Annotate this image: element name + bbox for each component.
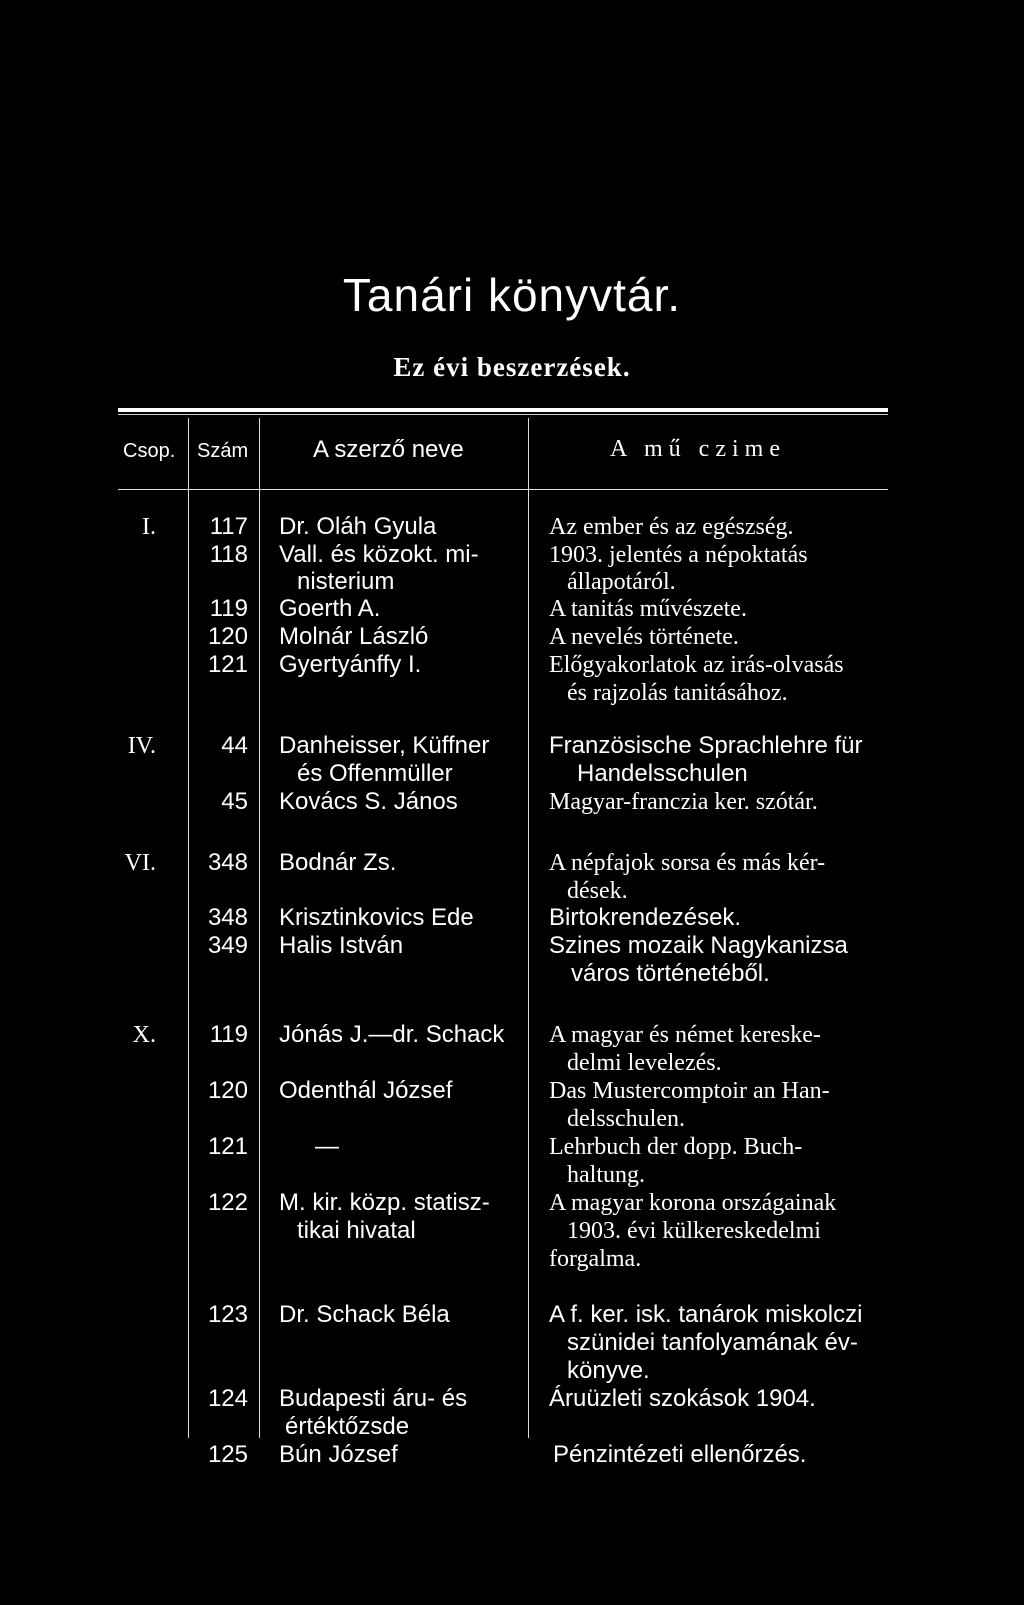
- group-label: VI.: [124, 850, 156, 876]
- work-title: A magyar és német kereske-: [549, 1022, 821, 1048]
- work-title: 1903. évi külkereskedelmi: [567, 1218, 821, 1244]
- table-top-rule: [118, 408, 888, 412]
- author-name: Vall. és közokt. mi-: [279, 541, 479, 568]
- entry-number: 120: [207, 623, 248, 650]
- entry-number: 121: [207, 651, 248, 678]
- author-name: Krisztinkovics Ede: [279, 904, 474, 931]
- work-title: A tanitás művészete.: [549, 596, 747, 622]
- work-title: Előgyakorlatok az irás-olvasás: [549, 652, 844, 678]
- group-label: I.: [142, 514, 156, 540]
- work-title: Magyar-franczia ker. szótár.: [549, 789, 818, 815]
- work-title: Pénzintézeti ellenőrzés.: [553, 1441, 807, 1468]
- work-title: haltung.: [567, 1162, 645, 1188]
- entry-number: 121: [207, 1133, 248, 1160]
- header-group: Csop.: [123, 440, 176, 462]
- work-title: A f. ker. isk. tanárok miskolczi: [549, 1301, 863, 1328]
- author-name: Odenthál József: [279, 1077, 453, 1104]
- entry-number: 44: [221, 732, 248, 759]
- work-title: Az ember és az egészség.: [549, 514, 794, 540]
- author-name: értéktőzsde: [285, 1413, 410, 1440]
- page-subtitle: Ez évi beszerzések.: [393, 352, 631, 382]
- group-label: IV.: [127, 733, 156, 759]
- entry-number: 118: [209, 541, 248, 568]
- work-title: és rajzolás tanitásához.: [567, 680, 788, 706]
- author-name: Jónás J.—dr. Schack: [279, 1021, 505, 1048]
- author-name: Gyertyánffy I.: [279, 651, 422, 678]
- work-title: könyve.: [567, 1357, 650, 1384]
- work-title: A magyar korona országainak: [549, 1190, 837, 1216]
- entry-number: 123: [207, 1301, 248, 1328]
- group-label: X.: [132, 1022, 156, 1048]
- entry-number: 124: [207, 1385, 248, 1412]
- work-title: Französische Sprachlehre für: [549, 732, 863, 759]
- author-name: Halis István: [279, 932, 404, 959]
- author-name: Budapesti áru- és: [279, 1385, 468, 1412]
- work-title: Áruüzleti szokások 1904.: [549, 1385, 816, 1412]
- work-title: Birtokrendezések.: [549, 904, 742, 931]
- work-title: 1903. jelentés a népoktatás: [549, 542, 808, 568]
- entry-number: 348: [207, 904, 248, 931]
- work-title: forgalma.: [549, 1246, 642, 1272]
- work-title: A nevelés története.: [549, 624, 739, 650]
- author-name: Danheisser, Küffner: [279, 732, 490, 759]
- author-name: Goerth A.: [279, 595, 381, 622]
- table-top-rule-thin: [118, 414, 888, 415]
- author-name: Dr. Schack Béla: [279, 1301, 450, 1328]
- entry-number: 117: [209, 513, 248, 540]
- work-title: A népfajok sorsa és más kér-: [549, 850, 826, 876]
- entry-number: 122: [207, 1189, 248, 1216]
- entry-number: 120: [207, 1077, 248, 1104]
- work-title: szünidei tanfolyamának év-: [567, 1329, 858, 1356]
- author-name: Kovács S. János: [279, 788, 458, 815]
- entry-number: 348: [207, 849, 248, 876]
- author-name: —: [315, 1133, 339, 1160]
- work-title: állapotáról.: [567, 569, 676, 595]
- entry-number: 119: [209, 595, 248, 622]
- entry-number: 125: [207, 1441, 248, 1468]
- entry-number: 119: [209, 1021, 248, 1048]
- work-title: város történetéből.: [571, 960, 770, 987]
- author-name: Dr. Oláh Gyula: [279, 513, 437, 540]
- author-name: tikai hivatal: [297, 1217, 416, 1244]
- header-work: A mű czime: [610, 436, 786, 462]
- work-title: Handelsschulen: [577, 760, 748, 787]
- work-title: Lehrbuch der dopp. Buch-: [549, 1134, 803, 1160]
- work-title: Das Mustercomptoir an Han-: [549, 1078, 830, 1104]
- table-header-rule: [118, 489, 888, 490]
- work-title: Szines mozaik Nagykanizsa: [549, 932, 848, 959]
- author-name: Bodnár Zs.: [279, 849, 397, 876]
- header-number: Szám: [197, 440, 249, 462]
- author-name: M. kir. közp. statisz-: [279, 1189, 490, 1216]
- work-title: delsschulen.: [567, 1106, 685, 1132]
- author-name: nisterium: [297, 568, 395, 595]
- work-title: delmi levelezés.: [567, 1050, 722, 1076]
- column-divider-2: [259, 418, 260, 1438]
- header-author: A szerző neve: [313, 436, 464, 463]
- author-name: és Offenmüller: [297, 760, 453, 787]
- author-name: Bún József: [279, 1441, 398, 1468]
- author-name: Molnár László: [279, 623, 429, 650]
- entry-number: 45: [221, 788, 248, 815]
- page-title: Tanári könyvtár.: [342, 269, 682, 321]
- column-divider-3: [528, 418, 529, 1438]
- work-title: dések.: [567, 878, 628, 904]
- entry-number: 349: [207, 932, 248, 959]
